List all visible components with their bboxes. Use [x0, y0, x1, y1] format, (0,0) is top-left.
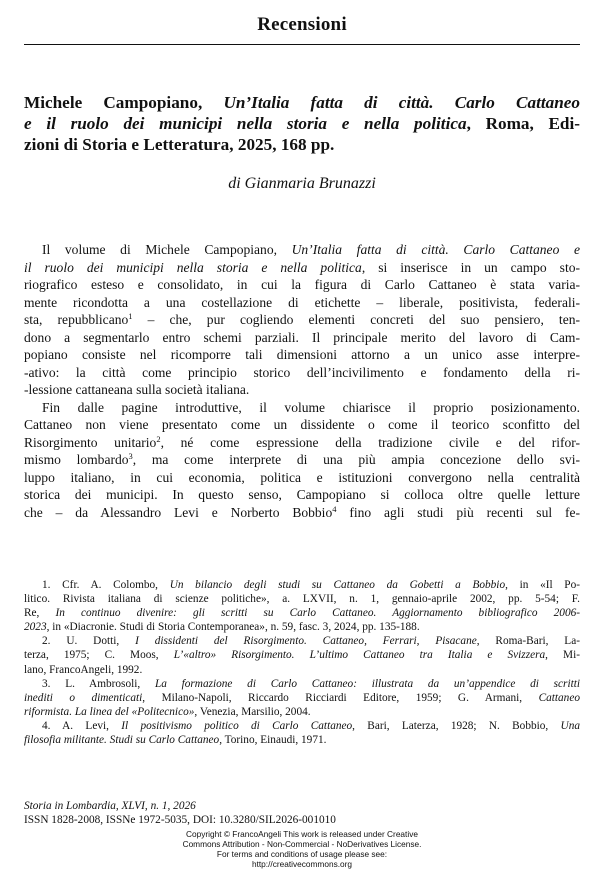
footnote-line	[24, 634, 580, 648]
footnote-line	[24, 620, 580, 634]
footnote-ref: 2	[156, 433, 161, 444]
text-run: litico. Rivista italiana di scienze politiche», a. LXVII, n. 1, gennaio-aprile 2002, pp. 5-54; F.	[24, 593, 580, 606]
text-run: Michele Campopiano,	[24, 93, 224, 112]
text-run: , né come espressione della tradizione civile e del rifor-	[160, 434, 580, 450]
footnote-line	[24, 648, 580, 662]
text-run: lano, FrancoAngeli, 1992.	[24, 663, 143, 676]
text-run: , si inserisce in un campo sto-	[361, 259, 580, 275]
journal-name: Storia in Lombardia, XLVI, n. 1, 2026	[24, 800, 196, 812]
text-run: storica dei municipi. In questo senso, Campopiano si colloca oltre quelle letture	[24, 487, 580, 502]
italic-text: Un’Italia fatta di città. Carlo Cattaneo	[223, 93, 581, 112]
footnotes	[24, 578, 580, 747]
body-line	[24, 259, 580, 277]
footnote-ref: 1	[128, 311, 133, 321]
footnote-line	[24, 719, 580, 733]
italic-text: In continuo divenire: gli scritti su Carlo Cattaneo. Aggiornamento bibliografico 2006-	[55, 607, 580, 620]
italic-text: Un bilancio degli studi su Cattaneo da Gobetti a Bobbio	[169, 579, 506, 591]
italic-text: il ruolo dei municipi nella storia e nella politica	[24, 259, 362, 275]
text-run: terza, 1975; C. Moos,	[24, 649, 174, 662]
footnote-line	[24, 578, 580, 592]
footnote-1	[24, 578, 580, 634]
title-line	[24, 134, 580, 155]
text-run: -ativo: la città come principio storico dell’incivilimento e fondamento della ri-	[24, 364, 580, 380]
text-run: Cattaneo non viene presentato come un dissidente o come il teorico sconfitto del	[24, 417, 580, 432]
title-line	[24, 113, 580, 134]
footnote-line	[24, 705, 580, 719]
text-run: mismo lombardo	[24, 452, 129, 467]
header-rule	[24, 44, 580, 45]
body-line	[24, 451, 580, 469]
text-run: dono a segmentarlo entro schemi parziali. Il principale merito del lavoro di Cam-	[24, 329, 580, 345]
body-line	[24, 504, 580, 522]
body-line	[24, 346, 580, 364]
review-byline: di Gianmaria Brunazzi	[228, 175, 376, 192]
footnote-line	[24, 663, 580, 677]
body-line	[24, 434, 580, 452]
footnote-ref: 4	[332, 503, 337, 514]
text-run: – che, pur cogliendo elementi concreti del suo pensiero, ten-	[132, 312, 580, 327]
text-run: 3. L. Ambrosoli,	[42, 677, 155, 690]
text-run: che – da Alessandro Levi e Norberto Bobbio	[24, 504, 333, 520]
italic-text: Un’Italia fatta di città. Carlo Cattaneo e	[291, 242, 580, 257]
text-run: Risorgimento unitario	[24, 434, 157, 450]
text-run: , in «Il Po-	[505, 579, 580, 591]
italic-text: Il positivismo politico di Carlo Cattaneo	[121, 719, 353, 732]
text-run: , Mi-	[545, 649, 580, 662]
text-run: Fin dalle pagine introduttive, il volume chiarisce il proprio posizionamento.	[42, 399, 580, 415]
italic-text: I dissidenti del Risorgimento. Cattaneo, Ferrari, Pisacane	[135, 635, 477, 648]
text-run: fino agli studi più recenti sul fe-	[336, 504, 580, 520]
text-run: , Venezia, Marsilio, 2004.	[194, 705, 311, 718]
footnote-line	[24, 606, 580, 620]
title-line	[24, 92, 580, 113]
journal-issn-doi: ISSN 1828-2008, ISSNe 1972-5035, DOI: 10.3280/SIL2026-001010	[24, 814, 336, 826]
text-run: , Milano-Napoli, Riccardo Ricciardi Editore, 1959; G. Armani,	[142, 691, 539, 704]
text-run: -lessione cattaneana sulla società italiana.	[24, 382, 250, 397]
text-run: zioni di Storia e Letteratura, 2025, 168 pp.	[24, 135, 335, 154]
footnote-4	[24, 719, 580, 747]
body-line	[24, 469, 580, 487]
italic-text: inediti o dimenticati	[24, 691, 143, 704]
footnote-line	[24, 733, 580, 747]
footnote-line	[24, 592, 580, 606]
text-run: , ma come interprete di una più ampia concezione dello svi-	[132, 452, 580, 467]
text-run: 1. Cfr. A. Colombo,	[42, 579, 170, 591]
text-run: , Torino, Einaudi, 1971.	[219, 734, 327, 747]
italic-text: La formazione di Carlo Cattaneo: illustrata da un’appendice di scritti	[154, 677, 580, 690]
text-run: 2. U. Dotti,	[42, 635, 136, 648]
running-header: Recensioni	[257, 14, 347, 35]
footnote-3	[24, 677, 580, 719]
body-line	[24, 416, 580, 434]
italic-text: Cattaneo	[538, 691, 580, 704]
italic-text: e il ruolo dei municipi nella storia e nella politica	[24, 114, 467, 133]
text-run: Re,	[24, 607, 56, 620]
text-run: , Roma, Edi-	[466, 114, 580, 133]
italic-text: 2023	[24, 621, 47, 634]
italic-text: filosofia militante. Studi su Carlo Cattaneo	[24, 734, 220, 747]
copyright-line: Commons Attribution - Non-Commercial - NoDerivatives License.	[182, 839, 422, 849]
text-run: 4. A. Levi,	[42, 719, 122, 732]
copyright-notice	[24, 829, 580, 869]
body-line	[24, 294, 580, 312]
text-run: Il volume di Michele Campopiano,	[42, 242, 292, 257]
body-line	[24, 311, 580, 329]
footnote-line	[24, 691, 580, 705]
copyright-line: Copyright © FrancoAngeli This work is released under Creative	[186, 829, 418, 839]
text-run: popiano consiste nel ricomporre tali dimensioni attorno a un unico asse interpre-	[24, 347, 580, 362]
copyright-line: For terms and conditions of usage please see:	[216, 849, 388, 859]
italic-text: Una	[560, 719, 580, 732]
text-run: luppo italiano, in cui economia, politica e istituzioni convergono nella centralità	[24, 469, 580, 485]
italic-text: L’«altro» Risorgimento. L’ultimo Cattaneo tra Italia e Svizzera	[173, 649, 546, 662]
body-line	[24, 381, 580, 399]
body-line	[24, 486, 580, 504]
text-run: mente ricondotta a una costellazione di etichette – liberale, positivista, federali-	[24, 294, 580, 310]
text-run: , Roma-Bari, La-	[476, 635, 580, 648]
body-line	[24, 399, 580, 417]
body-line	[24, 276, 580, 294]
footnote-2	[24, 634, 580, 676]
review-title	[24, 92, 580, 155]
body-line	[24, 364, 580, 382]
text-run: , in «Diacronie. Studi di Storia Contemporanea», n. 59, fasc. 3, 2024, pp. 135-188.	[46, 621, 420, 634]
journal-meta	[24, 799, 580, 827]
body-line	[24, 329, 580, 347]
text-run: sta, repubblicano	[24, 312, 129, 327]
text-run: , Bari, Laterza, 1928; N. Bobbio,	[352, 719, 561, 732]
body-line	[24, 241, 580, 259]
footnote-line	[24, 677, 580, 691]
copyright-link[interactable]: http://creativecommons.org	[251, 859, 353, 869]
text-run: riografico esteso e consolidato, in cui la figura di Carlo Cattaneo è stata varia-	[24, 277, 580, 292]
italic-text: riformista. La linea del «Politecnico»	[24, 705, 195, 718]
review-body	[24, 241, 580, 521]
footnote-ref: 3	[128, 451, 133, 461]
